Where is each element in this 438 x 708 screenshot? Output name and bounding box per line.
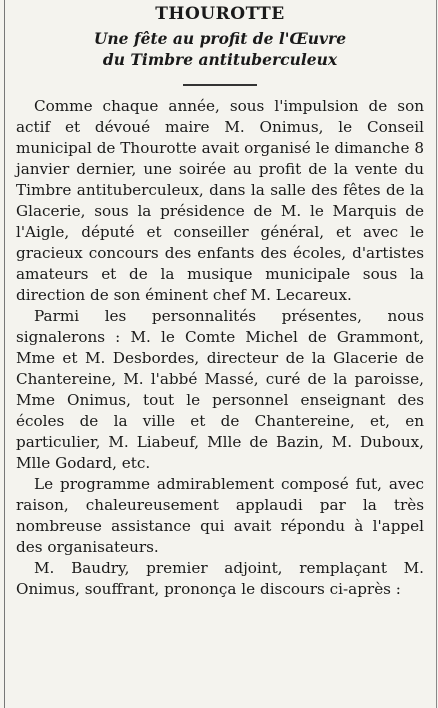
column-rule-left [4,0,5,708]
article-paragraph-4: M. Baudry, premier adjoint, remplaçant M. Onimus, souffrant, prononça le discours ci-après : [16,559,424,598]
article-paragraph-2: Parmi les personnalités présentes, nous signalerons : M. le Comte Michel de Grammont, Mme et M. Desbordes, directeur de la Glacerie de Chantereine, M. l'abbé Massé, curé de la paroisse, Mme Onimus, tout le personnel enseignant des écoles de la ville et de Chantereine, et, en particulier, M. Liabeuf, Mlle de Bazin, M. Duboux, Mlle Godard, etc. [16,307,424,472]
headline-line-1: Une fête au profit de l'Œuvre [93,29,347,48]
headline-line-2: du Timbre antituberculeux [102,50,338,69]
article-paragraph-3: Le programme admirablement composé fut, avec raison, chaleureusement applaudi par la très nombreuse assistance qui avait répondu à l'appel des organisateurs. [16,475,424,556]
article-kicker: THOUROTTE [155,4,285,24]
article-paragraph-1: Comme chaque année, sous l'impulsion de son actif et dévoué maire M. Onimus, le Conseil municipal de Thourotte avait organisé le dimanche 8 janvier dernier, une soirée au profit de la vente du Timbre antituberculeux, dans la salle des fêtes de la Glacerie, sous la présidence de M. le Marquis de l'Aigle, député et conseiller général, et avec le gracieux concours des enfants des écoles, d'artistes amateurs et de la musique municipale sous la direction de son éminent chef M. Lecareux. [16,97,424,304]
headline-divider [183,84,257,86]
column-rule-right [436,0,437,708]
article-headline [16,28,424,70]
